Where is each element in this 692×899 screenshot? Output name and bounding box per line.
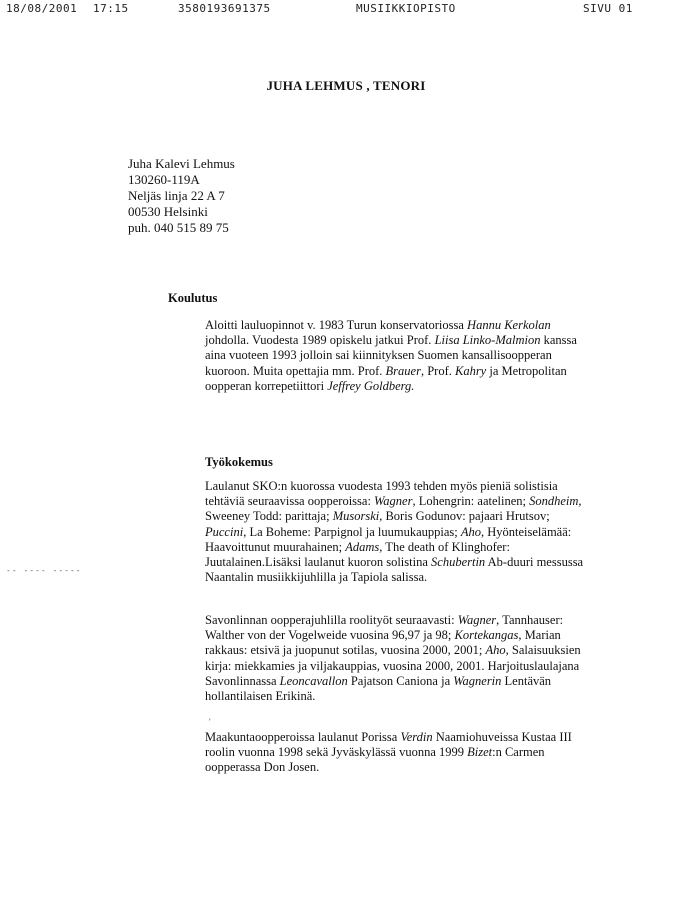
text-run: Maakuntaoopperoissa laulanut Porissa [205,730,401,744]
section-heading-tyokokemus: Työkokemus [205,455,273,469]
fax-time: 17:15 [93,2,129,15]
contact-city: 00530 Helsinki [128,204,208,219]
italic-run: Leoncavallon [279,673,348,688]
paragraph-koulutus [205,318,625,394]
italic-run: Bizet [467,745,493,760]
text-run: oopperassa Don Josen. [205,760,320,775]
italic-run: Adams [345,539,380,554]
text-run: Laulanut SKO:n kuorossa vuodesta 1993 tehden myös pieniä solistisia [205,479,558,493]
text-line [205,613,625,628]
italic-run: Musorski, [332,509,383,524]
text-run: , The death of Klinghofer: [379,539,510,554]
text-run: tehtäviä seuraavissa oopperoissa: [205,494,375,509]
text-run: Savonlinnan oopperajuhlilla roolityöt seuraavasti: [205,613,458,627]
text-run: , Hyönteiselämää: [481,524,572,539]
text-run: , Prof. [420,363,455,378]
section-heading-koulutus: Koulutus [168,291,218,305]
text-run: Juutalainen.Lisäksi laulanut kuoron solistina [205,555,432,570]
text-run: , La Boheme: Parpignol ja luumukauppias; [243,524,461,539]
text-run: Pajatson Caniona ja [347,673,454,688]
fax-number: 3580193691375 [178,2,271,15]
text-line [205,509,625,524]
text-run: Sweeney Todd: parittaja; [205,509,333,524]
text-run: rakkaus: etsivä ja juopunut sotilas, vuosina 2000, 2001; [205,643,486,658]
text-run: Marian [521,628,561,643]
text-line [205,689,625,704]
italic-run: Wagner [374,494,413,509]
paragraph-work-sko [205,479,625,585]
italic-run: Verdin [400,730,433,744]
paragraph-work-maakunta [205,730,625,776]
margin-dashes: -- ---- ----- [6,566,82,575]
text-line [205,760,625,775]
italic-run: Kahry [454,363,487,378]
text-run: , Tannhauser: [496,613,564,627]
text-line [205,628,625,643]
stray-mark: ' [209,717,211,727]
document-title: JUHA LEHMUS , TENORI [266,78,426,93]
text-line [205,364,625,379]
text-run: Savonlinnassa [205,673,280,688]
text-run: Walther von der Vogelweide vuosina 96,97 ja 98; [205,628,455,643]
text-run: kuoroon. Muita opettajia mm. Prof. [205,363,386,378]
text-run: , Salaisuuksien [505,643,581,658]
text-line [205,659,625,674]
italic-run: Kortekangas, [454,628,522,643]
italic-run: Hannu Kerkolan [467,318,551,332]
text-line [205,494,625,509]
italic-run: Liisa Linko-Malmion [434,333,541,348]
text-run: roolin vuonna 1998 sekä Jyväskylässä vuonna 1999 [205,745,468,760]
text-run: :n Carmen [492,745,545,760]
text-line [205,570,625,585]
text-line [205,730,625,745]
italic-run: Aho [460,524,481,539]
text-run: kanssa [540,333,577,348]
italic-run: Aho [485,643,506,658]
text-line [205,379,625,394]
text-line [205,333,625,348]
text-run: , Lohengrin: aatelinen; [412,494,530,509]
text-run: Ab-duuri messussa [485,555,584,570]
contact-street: Neljäs linja 22 A 7 [128,188,225,203]
italic-run: Brauer [385,363,421,378]
fax-page: SIVU 01 [583,2,633,15]
text-line [205,643,625,658]
italic-run: Wagnerin [453,673,502,688]
text-run: johdolla. Vuodesta 1989 opiskelu jatkui Prof. [205,333,435,348]
text-run: aina vuoteen 1993 jolloin sai kiinnityksen Suomen kansallisoopperan [205,348,552,363]
text-run: hollantilaisen Erikinä. [205,689,316,704]
text-line [205,318,625,333]
text-run: ja Metropolitan [486,363,567,378]
text-line [205,348,625,363]
text-run: oopperan korrepetiittori [205,378,328,393]
italic-run: Jeffrey Goldberg. [327,378,415,393]
italic-run: Sondheim, [529,494,582,509]
italic-run: Wagner [457,613,497,627]
italic-run: Schubertin [431,555,486,570]
text-run: kirja: miekkamies ja viljakauppias, vuosina 2000, 2001. Harjoituslaulajana [205,658,580,673]
text-line [205,479,625,494]
fax-sender: MUSIIKKIOPISTO [356,2,456,15]
text-run: Haavoittunut muurahainen; [205,539,346,554]
text-line [205,540,625,555]
contact-block [128,156,235,236]
text-line [205,745,625,760]
text-run: Naantalin musiikkijuhlilla ja Tapiola salissa. [205,570,428,585]
text-line [205,555,625,570]
contact-id: 130260-119A [128,172,200,187]
text-run: Boris Godunov: pajaari Hrutsov; [382,509,550,524]
text-line [205,525,625,540]
contact-phone: puh. 040 515 89 75 [128,220,229,235]
text-run: Lentävän [501,673,552,688]
text-run: Naamiohuveissa Kustaa III [432,730,572,744]
fax-date: 18/08/2001 [6,2,78,15]
italic-run: Puccini [205,524,244,539]
paragraph-work-savonlinna [205,613,625,704]
contact-name: Juha Kalevi Lehmus [128,156,235,171]
text-line [205,674,625,689]
text-run: Aloitti lauluopinnot v. 1983 Turun konservatoriossa [205,318,468,332]
